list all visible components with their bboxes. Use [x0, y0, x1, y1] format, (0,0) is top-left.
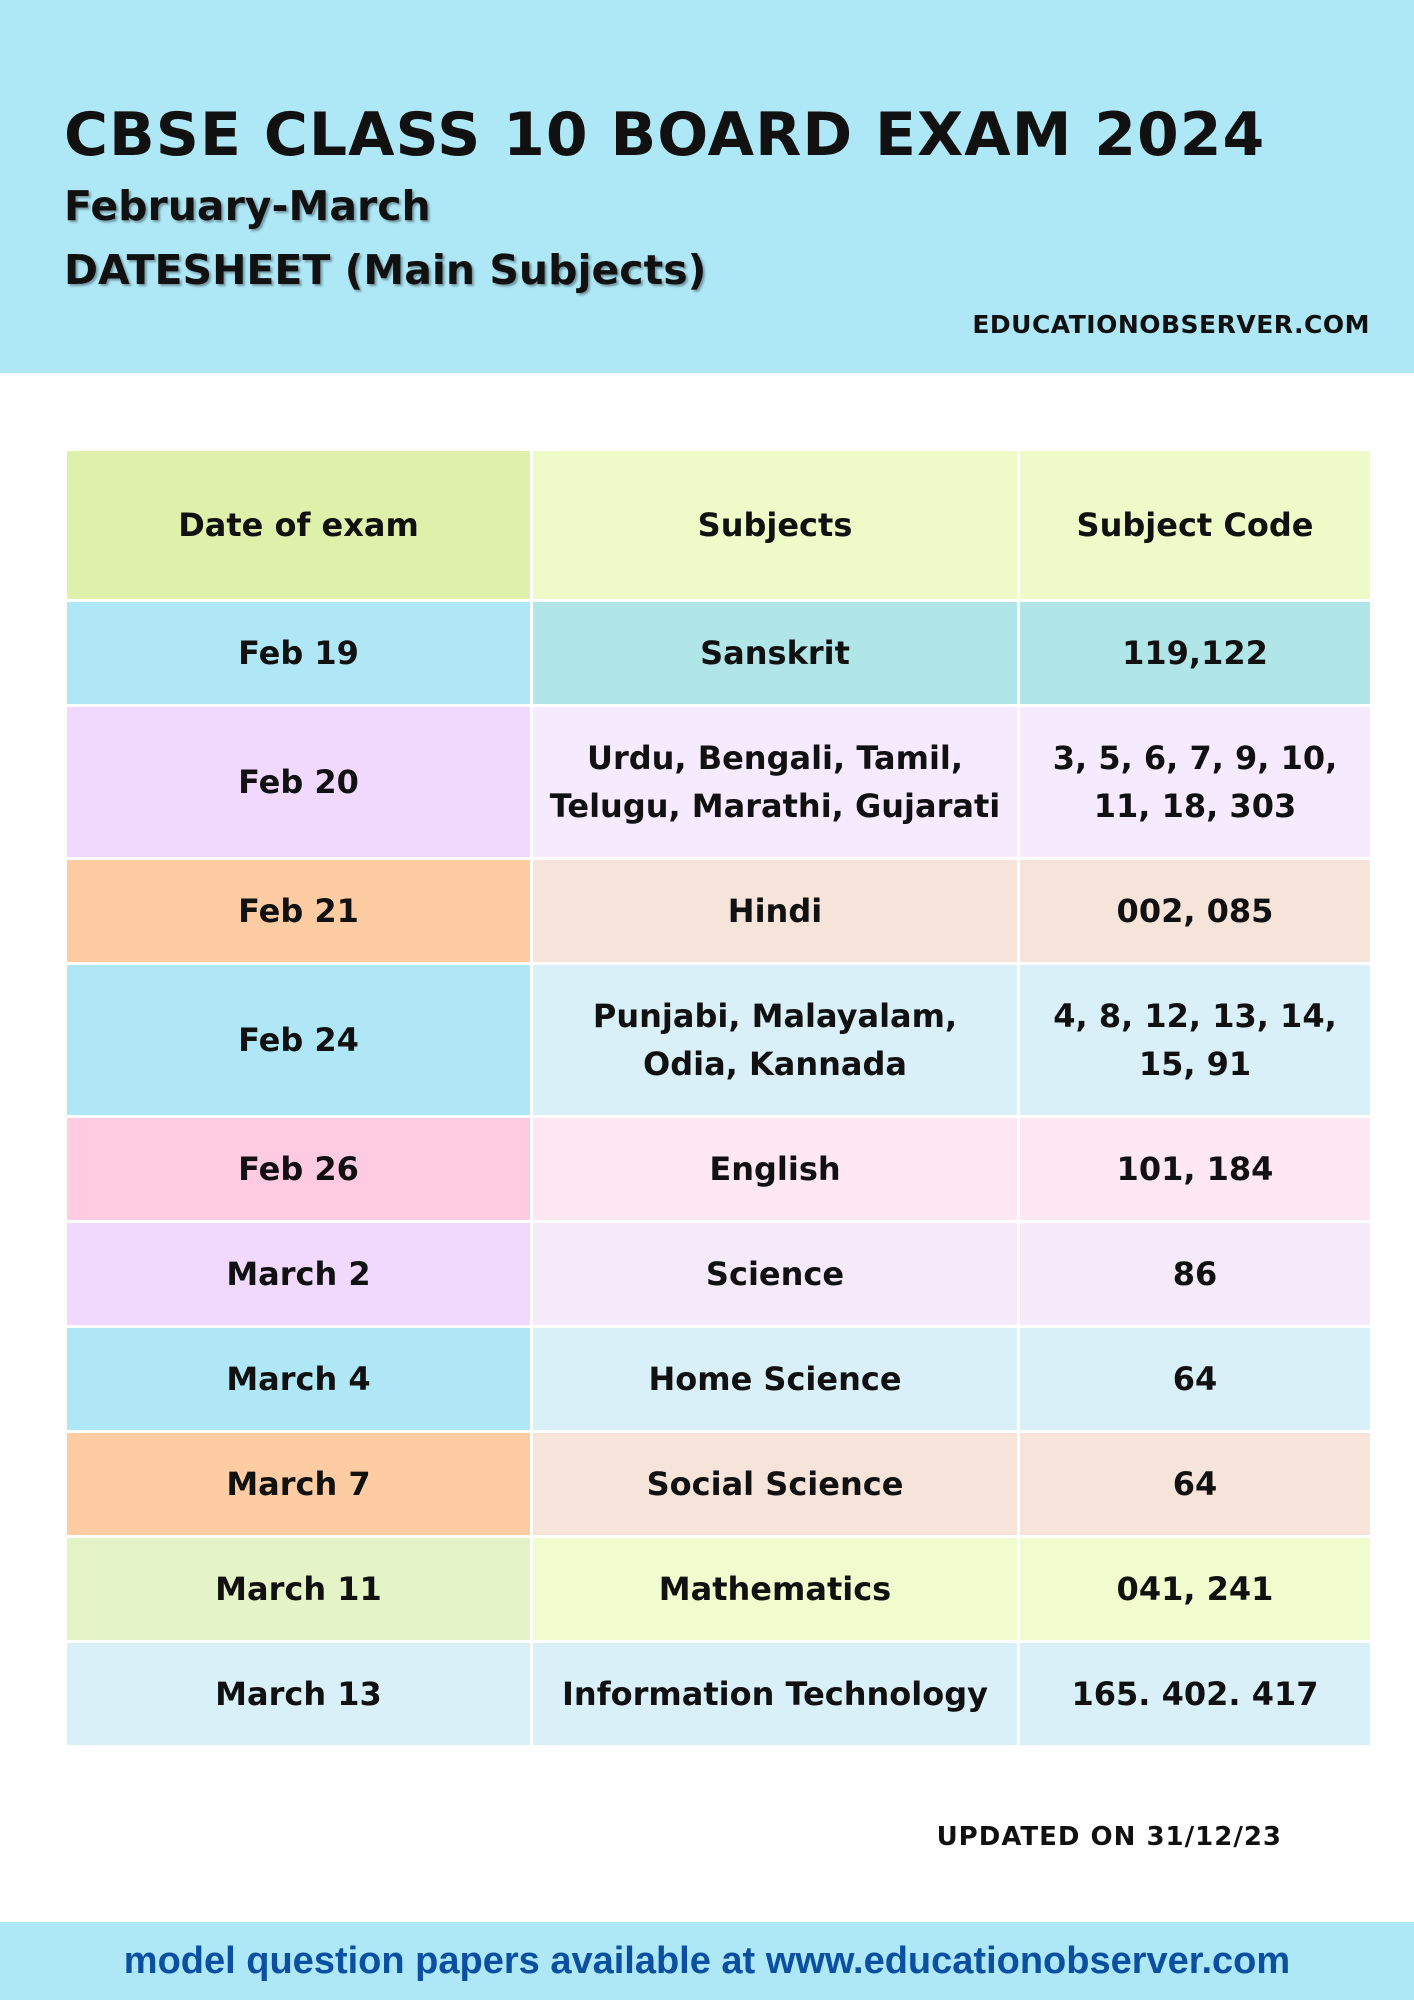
date-cell: Feb 24: [66, 964, 532, 1117]
date-cell: Feb 21: [66, 859, 532, 964]
date-cell: Feb 26: [66, 1117, 532, 1222]
subject-cell: Punjabi, Malayalam, Odia, Kannada: [532, 964, 1019, 1117]
subject-code-cell: 041, 241: [1019, 1537, 1372, 1642]
date-cell: Feb 20: [66, 706, 532, 859]
subject-cell: Sanskrit: [532, 601, 1019, 706]
header-subjects: Subjects: [532, 450, 1019, 601]
subject-code-cell: 64: [1019, 1327, 1372, 1432]
table-row: [66, 601, 1372, 706]
table-row: [66, 964, 1372, 1117]
site-name: EDUCATIONOBSERVER.COM: [972, 310, 1370, 339]
subject-cell: Information Technology: [532, 1642, 1019, 1747]
table-header-row: [66, 450, 1372, 601]
subtitle-months: February-March: [64, 182, 431, 230]
table-row: [66, 1117, 1372, 1222]
table-row: [66, 1537, 1372, 1642]
date-cell: March 7: [66, 1432, 532, 1537]
header-subject-code: Subject Code: [1019, 450, 1372, 601]
subject-code-cell: 3, 5, 6, 7, 9, 10, 11, 18, 303: [1019, 706, 1372, 859]
subject-cell: Mathematics: [532, 1537, 1019, 1642]
subject-cell: Urdu, Bengali, Tamil, Telugu, Marathi, Gujarati: [532, 706, 1019, 859]
subtitle-datesheet: DATESHEET (Main Subjects): [64, 246, 707, 294]
date-cell: Feb 19: [66, 601, 532, 706]
subject-cell: English: [532, 1117, 1019, 1222]
page-title: CBSE CLASS 10 BOARD EXAM 2024: [64, 100, 1266, 170]
header-banner: [0, 0, 1414, 373]
table-row: [66, 706, 1372, 859]
subject-cell: Hindi: [532, 859, 1019, 964]
subject-code-cell: 119,122: [1019, 601, 1372, 706]
subject-code-cell: 101, 184: [1019, 1117, 1372, 1222]
subject-code-cell: 86: [1019, 1222, 1372, 1327]
date-cell: March 13: [66, 1642, 532, 1747]
table-row: [66, 1642, 1372, 1747]
subject-code-cell: 002, 085: [1019, 859, 1372, 964]
subject-code-cell: 165. 402. 417: [1019, 1642, 1372, 1747]
table-row: [66, 859, 1372, 964]
date-cell: March 11: [66, 1537, 532, 1642]
datesheet-table: [64, 448, 1373, 1748]
subject-code-cell: 4, 8, 12, 13, 14, 15, 91: [1019, 964, 1372, 1117]
subject-code-cell: 64: [1019, 1432, 1372, 1537]
subject-cell: Home Science: [532, 1327, 1019, 1432]
table-row: [66, 1432, 1372, 1537]
date-cell: March 4: [66, 1327, 532, 1432]
date-cell: March 2: [66, 1222, 532, 1327]
subject-cell: Social Science: [532, 1432, 1019, 1537]
table-row: [66, 1327, 1372, 1432]
updated-date: UPDATED ON 31/12/23: [936, 1822, 1282, 1852]
table-row: [66, 1222, 1372, 1327]
header-date: Date of exam: [66, 450, 532, 601]
subject-cell: Science: [532, 1222, 1019, 1327]
footer-banner: [0, 1922, 1414, 2000]
website-link[interactable]: model question papers available at www.educationobserver.com: [123, 1939, 1291, 1982]
